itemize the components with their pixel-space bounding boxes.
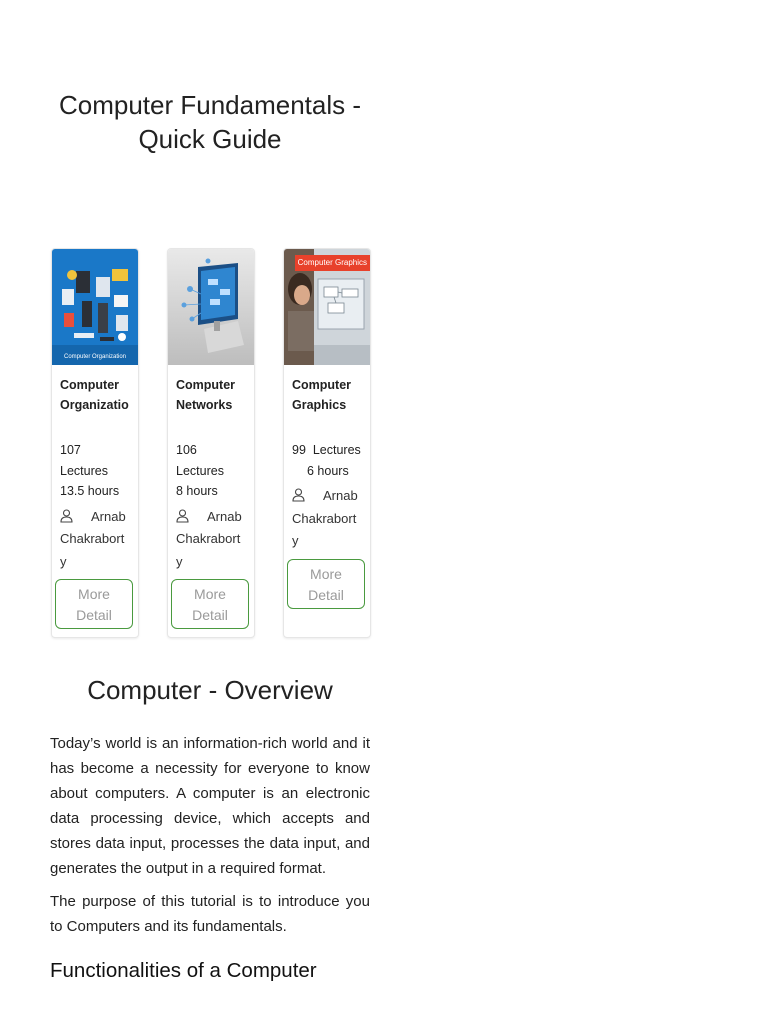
more-detail-button[interactable] (171, 579, 249, 629)
author-first-name: Arnab (91, 508, 126, 524)
user-icon (176, 509, 189, 523)
organization-thumbnail-image (52, 249, 138, 365)
course-title-line1: Computer (176, 378, 236, 392)
author-first-name: Arnab (323, 488, 358, 503)
course-title-line2: Graphics (292, 398, 347, 412)
lecture-count: 106 (176, 443, 197, 457)
button-label-line1: More (78, 586, 110, 602)
button-label-line2: Detail (76, 607, 112, 623)
author-last-name: Chakraborty (60, 531, 125, 569)
page-title-line1: Computer Fundamentals - (58, 90, 362, 120)
course-card-networks[interactable] (167, 248, 255, 638)
purpose-paragraph: The purpose of this tutorial is to introduce you to Computers and its fundamentals. (50, 893, 370, 935)
course-title-line1: Computer (292, 378, 352, 392)
user-icon (292, 488, 305, 502)
overview-heading: Computer - Overview (87, 675, 333, 705)
author-last-name: Chakraborty (176, 531, 241, 569)
course-title[interactable] (292, 375, 362, 415)
thumbnail-caption: Computer Organization (63, 354, 127, 360)
button-label-line2: Detail (192, 607, 228, 623)
page-title-line2: Quick Guide (138, 124, 282, 154)
page-title (50, 88, 370, 156)
course-author (176, 506, 246, 574)
course-title-line2: Networks (176, 398, 233, 412)
course-title[interactable] (60, 375, 130, 415)
functionalities-heading: Functionalities of a Computer (50, 959, 317, 982)
lecture-count: 107 (60, 443, 81, 457)
course-author (60, 506, 130, 574)
lecture-count: 99 Lectures (292, 443, 361, 457)
course-title-line2: Organizatio (60, 398, 129, 412)
course-card-organization[interactable] (51, 248, 139, 638)
course-title-line1: Computer (60, 378, 120, 392)
more-detail-button[interactable] (287, 559, 365, 609)
course-author (292, 485, 362, 553)
button-label-line2: Detail (308, 587, 344, 603)
course-thumbnail[interactable] (168, 249, 254, 365)
button-label-line1: More (194, 586, 226, 602)
course-thumbnail[interactable] (284, 249, 370, 365)
button-label-line1: More (310, 566, 342, 582)
more-detail-button[interactable] (55, 579, 133, 629)
course-duration: 8 hours (176, 484, 218, 498)
networks-thumbnail-image (168, 249, 254, 365)
thumbnail-tag: Computer Graphics (295, 255, 370, 271)
course-duration: 13.5 hours (60, 484, 120, 498)
author-first-name: Arnab (207, 508, 242, 524)
course-card-graphics[interactable] (283, 248, 371, 638)
overview-paragraph: Today’s world is an information-rich world and it has become a necessity for everyone to know about computers. A computer is an electronic data processing device, which accepts and stores data input, processes the data input, and generates the output in a required format. (50, 735, 370, 877)
course-duration: 6 hours (307, 463, 349, 478)
lecture-label: Lectures (176, 463, 224, 478)
course-thumbnail[interactable] (52, 249, 138, 365)
user-icon (60, 509, 73, 523)
course-title[interactable] (176, 375, 246, 415)
author-last-name: Chakraborty (292, 510, 357, 548)
lecture-label: Lectures (60, 463, 108, 478)
